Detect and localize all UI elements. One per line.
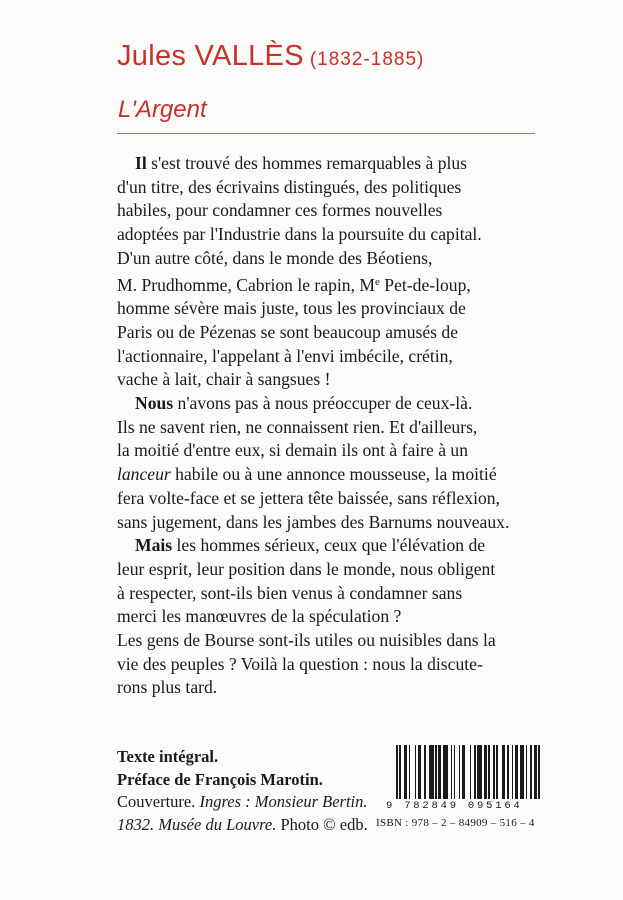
text-line: habiles, pour condamner ces formes nouvelles (117, 200, 443, 221)
paragraph-lead: Nous (135, 393, 174, 414)
text-line: vache à lait, chair à sangsues ! (117, 369, 331, 390)
text-line: rons plus tard. (117, 677, 218, 698)
text-line (117, 271, 557, 298)
text-segment: Couverture. (117, 792, 200, 811)
credit-preface: Préface de François Marotin. (117, 769, 323, 789)
paragraph-lead: Mais (135, 535, 173, 556)
text-segment: Photo © edb. (276, 814, 368, 834)
text-line: Paris ou de Pézenas se sont beaucoup amusés de (117, 321, 459, 342)
italic-word: lanceur (117, 464, 171, 485)
text-line: Ils ne savent rien, ne connaissent rien. Et d'ailleurs, (117, 416, 478, 437)
text-line: D'un autre côté, dans le monde des Béotiens, (117, 247, 433, 268)
credit-cover (117, 791, 368, 814)
text-line (117, 392, 557, 416)
credits-block (117, 746, 368, 836)
text-line: à respecter, sont-ils bien venus à condamner sans (117, 582, 463, 603)
author-dates: (1832-1885) (309, 49, 425, 70)
text-line: sans jugement, dans les jambes des Barnums nouveaux. (117, 511, 510, 532)
title-rule (117, 133, 535, 134)
barcode-bar (540, 745, 542, 799)
text-line (117, 463, 557, 487)
book-title: L'Argent (118, 96, 207, 123)
text-line (117, 534, 557, 558)
text-line: merci les manœuvres de la spéculation ? (117, 606, 402, 627)
credit-photo (117, 814, 368, 837)
barcode-digits: 9 782849 095164 (386, 800, 523, 812)
text-line: homme sévère mais juste, tous les provinciaux de (117, 298, 466, 319)
superscript: e (375, 275, 380, 288)
barcode-icon (396, 745, 542, 799)
text-line: fera volte-face et se jettera tête baissée, sans réflexion, (117, 487, 500, 508)
text-segment: habile ou à une annonce mousseuse, la moitié (170, 464, 497, 485)
text-line (117, 152, 557, 176)
text-line: adoptées par l'Industrie dans la poursuite du capital. (117, 224, 482, 245)
author-heading (117, 40, 424, 73)
text-segment: M. Prudhomme, Cabrion le rapin, M (117, 274, 376, 295)
author-name: Jules VALLÈS (117, 40, 304, 72)
isbn-number: ISBN : 978 – 2 – 84909 – 516 – 4 (376, 817, 535, 829)
text-line: Les gens de Bourse sont-ils utiles ou nuisibles dans la (117, 630, 496, 651)
italic-segment: 1832. Musée du Louvre. (117, 814, 277, 834)
italic-segment: Ingres : Monsieur Bertin. (199, 792, 368, 811)
paragraph-lead: Il (135, 153, 147, 173)
text-line: leur esprit, leur position dans le monde, nous obligent (117, 558, 496, 579)
blurb-text (117, 152, 557, 700)
text-segment: Pet-de-loup, (379, 274, 471, 295)
text-segment: s'est trouvé des hommes remarquables à plus (146, 153, 468, 173)
text-line: vie des peuples ? Voilà la question : nous la discute- (117, 653, 483, 674)
text-segment: n'avons pas à nous préoccuper de ceux-là. (173, 393, 473, 414)
credit-full-text: Texte intégral. (117, 747, 219, 766)
text-line: d'un titre, des écrivains distingués, des politiques (117, 176, 462, 197)
text-line: la moitié d'entre eux, si demain ils ont à faire à un (117, 440, 469, 461)
text-segment: les hommes sérieux, ceux que l'élévation de (172, 535, 486, 556)
text-line: l'actionnaire, l'appelant à l'envi imbécile, crétin, (117, 345, 453, 366)
